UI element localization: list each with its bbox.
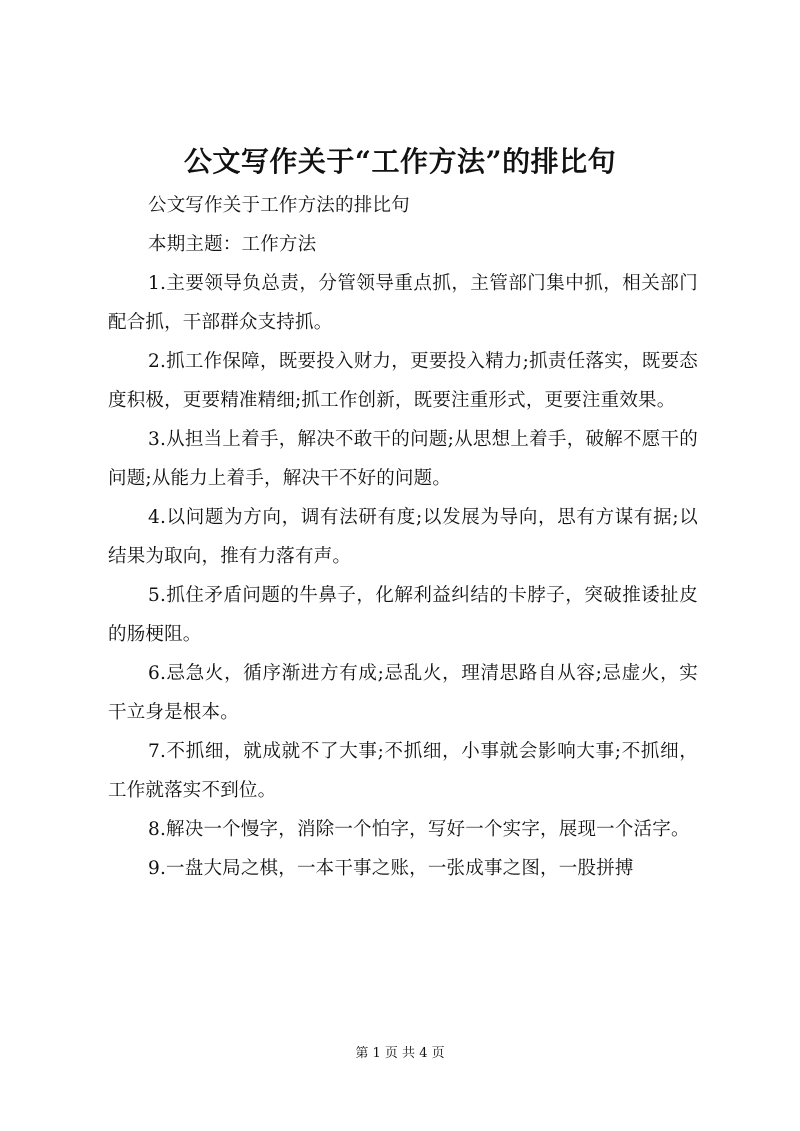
- paragraph-topic: 本期主题：工作方法: [148, 234, 317, 255]
- paragraph-item-6: 6.忌急火，循序渐进方有成;忌乱火，理清思路自从容;忌虚火，实干立身是根本。: [108, 663, 698, 723]
- paragraph-item-4: 4.以问题为方向，调有法研有度;以发展为导向，思有方谋有据;以结果为取向，推有力落有声。: [108, 507, 698, 567]
- paragraph-item-3: 3.从担当上着手，解决不敢干的问题;从思想上着手，破解不愿干的问题;从能力上着手，解决干不好的问题。: [108, 429, 698, 489]
- paragraph-item-2: 2.抓工作保障，既要投入财力，更要投入精力;抓责任落实，既要态度积极，更要精准精细;抓工作创新，既要注重形式，更要注重效果。: [108, 351, 698, 411]
- paragraph-item-7: 7.不抓细，就成就不了大事;不抓细，小事就会影响大事;不抓细，工作就落实不到位。: [108, 741, 698, 801]
- paragraph-subtitle: 公文写作关于工作方法的排比句: [148, 195, 410, 216]
- paragraph-item-1: 1.主要领导负总责，分管领导重点抓，主管部门集中抓，相关部门配合抓，干部群众支持抓。: [108, 273, 698, 333]
- paragraph-item-9: 9.一盘大局之棋，一本干事之账，一张成事之图，一股拼搏: [148, 858, 634, 879]
- paragraph-item-5: 5.抓住矛盾问题的牛鼻子，化解利益纠结的卡脖子，突破推诿扯皮的肠梗阻。: [108, 585, 698, 645]
- document-body: [108, 186, 698, 888]
- document-title: 公文写作关于“工作方法”的排比句: [183, 145, 617, 178]
- page-footer: 第 1 页 共 4 页: [355, 1046, 445, 1061]
- paragraph-item-8: 8.解决一个慢字，消除一个怕字，写好一个实字，展现一个活字。: [148, 819, 690, 840]
